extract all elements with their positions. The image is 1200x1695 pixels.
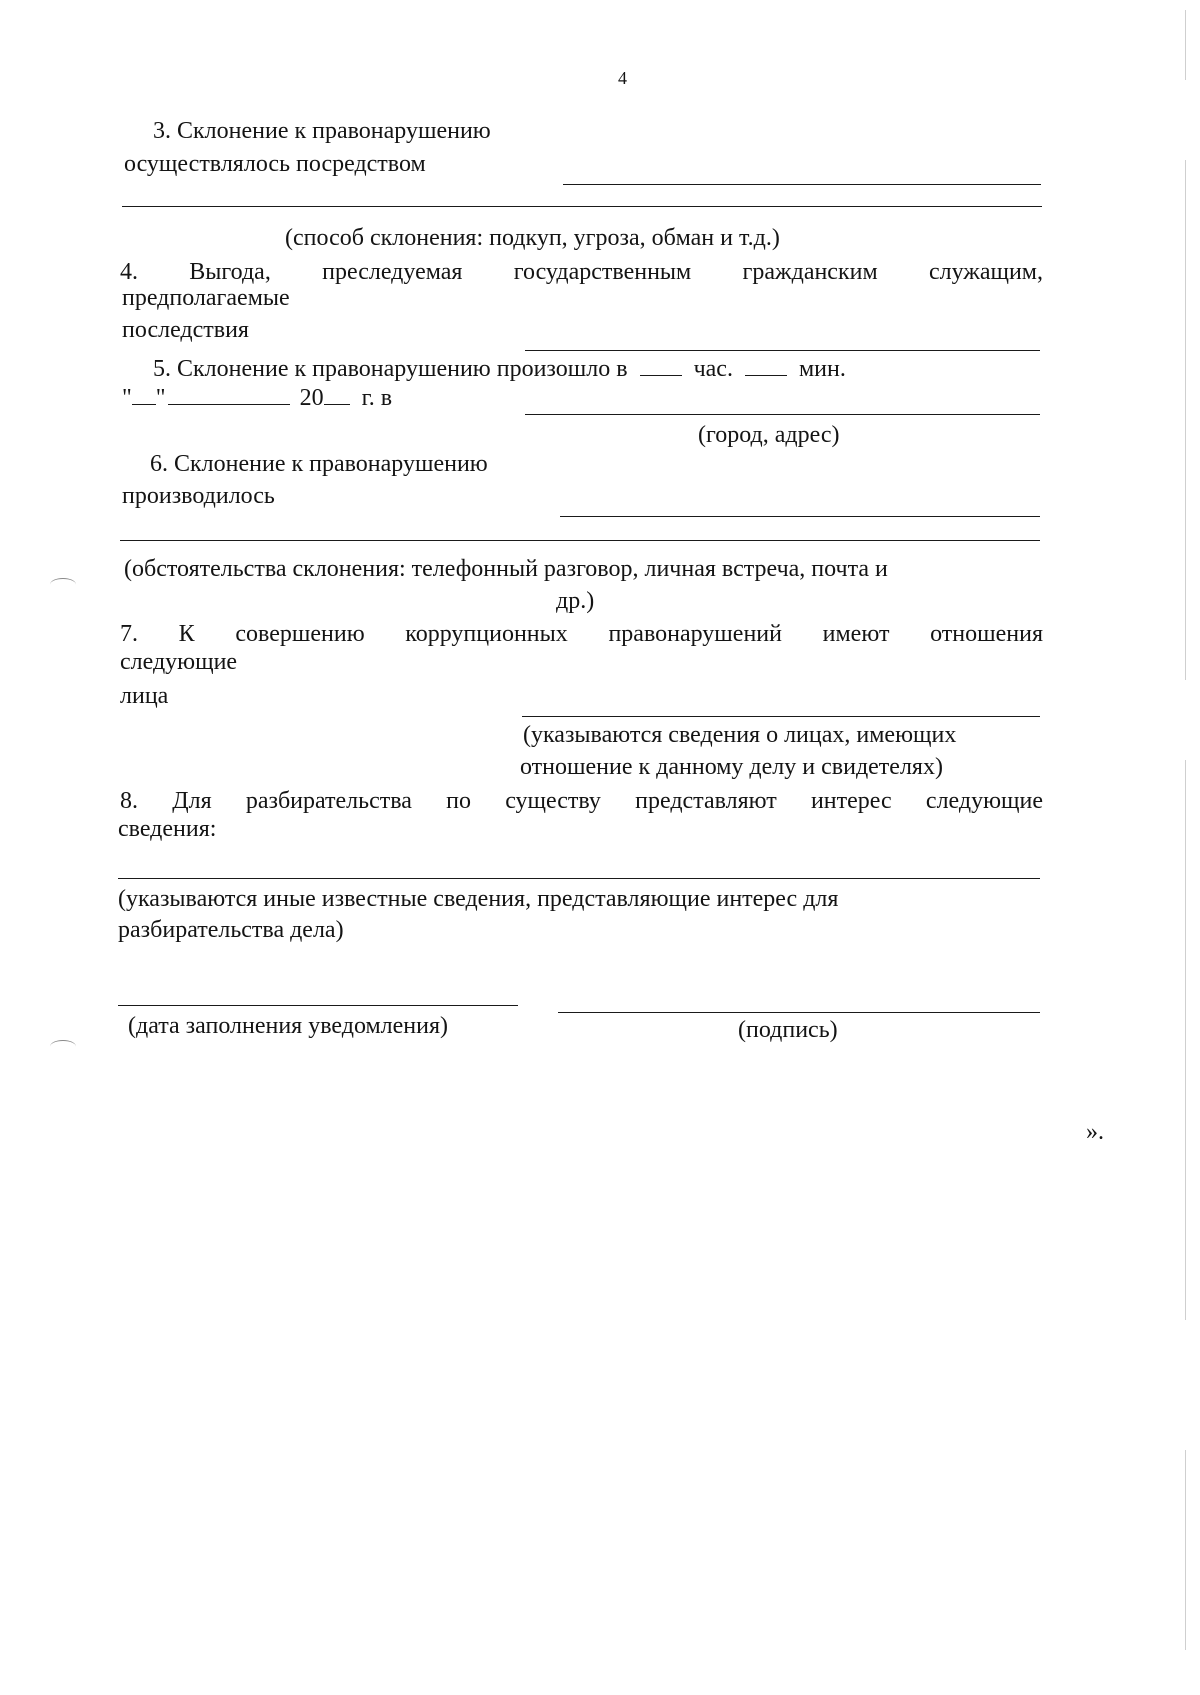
punch-hole-mark-upper [50,578,76,591]
item7-caption-line2: отношение к данному делу и свидетелях) [520,754,943,780]
item4-line3: последствия [122,317,249,343]
item5-date-quote-open: " [122,385,132,411]
item3-caption: (способ склонения: подкуп, угроза, обман и т.д.) [285,225,780,251]
item5-month-blank [168,404,290,405]
item5-day-blank [132,404,156,405]
item8-blank-line [118,878,1040,879]
date-caption: (дата заполнения уведомления) [128,1013,449,1039]
item5-year-blank [324,404,350,405]
item5-year-prefix: 20 [299,385,324,411]
item6-line2: производилось [122,483,275,509]
item8-line2: сведения: [118,816,217,842]
item4-blank-line [525,350,1040,351]
item5-line1 [153,355,846,384]
item6-blank-line [560,516,1040,517]
item3-blank-line [563,184,1041,185]
item6-caption-line1: (обстоятельства склонения: телефонный разговор, личная встреча, почта и [124,556,888,582]
item7-caption-line1: (указываются сведения о лицах, имеющих [523,722,957,748]
item8-caption-line1: (указываются иные известные сведения, представляющие интерес для [118,886,839,912]
item6-caption-line2: др.) [556,588,595,614]
punch-hole-mark-lower [50,1040,76,1053]
item5-date-row [122,384,392,413]
item8-line1: 8. Для разбирательства по существу представляют интерес следующие [120,788,1043,814]
item7-line1: 7. К совершению коррупционных правонарушений имеют отношения [120,621,1043,647]
signature-caption: (подпись) [738,1017,838,1043]
item3-line2: осуществлялось посредством [124,151,426,177]
item6-full-blank-line [120,540,1040,541]
signature-blank-line [558,1012,1040,1013]
scan-edge-line-low [1185,760,1186,1320]
date-blank-line [118,1005,518,1006]
item5-place-blank-line [525,414,1040,415]
item3-line1: 3. Склонение к правонарушению [153,118,491,144]
item8-caption-line2: разбирательства дела) [118,917,344,943]
item4-line2: предполагаемые [122,285,290,311]
item7-blank-line [522,716,1040,717]
item7-line3: лица [120,683,169,709]
page-number: 4 [618,68,627,88]
item5-minutes-label: мин. [798,356,846,382]
scan-edge-line-top [1185,10,1186,80]
item5-hours-blank [640,375,682,376]
item5-hours-label: час. [693,356,733,382]
item6-line1: 6. Склонение к правонарушению [150,451,488,477]
item7-line2: следующие [120,649,238,675]
item5-minutes-blank [745,375,787,376]
closing-quote: ». [1086,1119,1104,1145]
item3-full-blank-line [122,206,1042,207]
item5-caption: (город, адрес) [698,422,840,448]
scan-edge-line-bottom [1185,1450,1186,1650]
scan-edge-line-mid [1185,160,1186,680]
item5-year-suffix: г. в [361,385,393,411]
item4-line1: 4. Выгода, преследуемая государственным гражданским служащим, [120,259,1043,285]
item5-date-quote-close: " [155,385,166,411]
item5-line1-prefix: 5. Склонение к правонарушению произошло в [153,356,628,382]
